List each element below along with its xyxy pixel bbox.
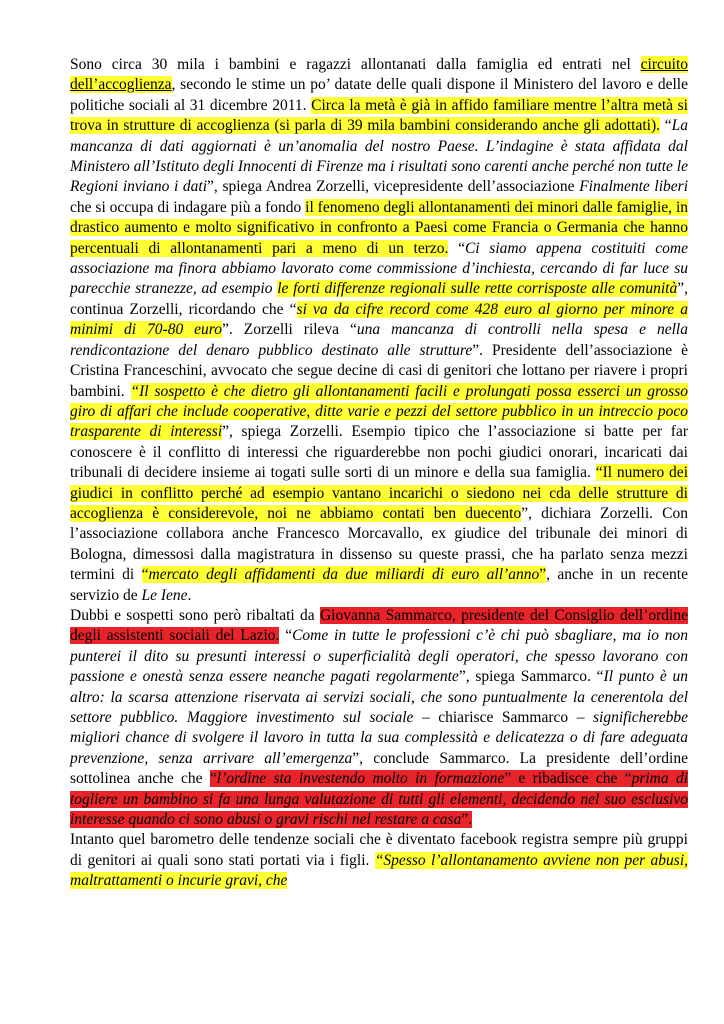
- text-run: Finalmente liberi: [579, 178, 688, 196]
- highlighted-text-red: l’ordine sta investendo molto in formazione: [216, 770, 505, 788]
- highlighted-text-yellow: ”: [539, 566, 547, 584]
- highlighted-text-yellow: il fenomeno degli allontanamenti dei minori dalle famiglie, in drastico aumento e molto significativo in confronto a Paesi come Francia o Germania che hanno percentuali di allontanamenti pari a meno di un terzo.: [70, 198, 688, 257]
- paragraph-1: [70, 55, 688, 606]
- text-run: ”, conclude Sammarco. La presidente dell’ordine sottolinea anche che: [70, 749, 688, 788]
- highlighted-text-red: Giovanna Sammarco, presidente del Consiglio dell’ordine degli assistenti sociali del Lazio.: [70, 606, 688, 645]
- text-run: che si occupa di indagare più a fondo: [70, 198, 306, 216]
- text-run: “: [660, 117, 672, 135]
- highlighted-text-red: prima di togliere un bambino si fa una lunga valutazione di tutti gli elementi, decidendo nel suo esclusivo interesse quando ci sono abusi o gravi rischi nel restare a casa: [70, 770, 689, 829]
- text-run: Ci siamo appena costituiti come associazione ma finora abbiamo lavorato come commissione d’inchiesta, cercando di far luce su parecchie stranezze, ad esempio: [70, 239, 688, 298]
- highlighted-text-yellow: “Spesso l’allontanamento avviene non per abusi, maltrattamenti o incurie gravi, che: [70, 851, 689, 890]
- text-run: .: [187, 586, 192, 604]
- text-run: ”, dichiara Zorzelli. Con l’associazione collabora anche Francesco Morcavallo, ex giudice del tribunale dei minori di Bologna, dimessosi dalla magistratura in dissenso su queste prassi, che ha parlato senza mezzi termini di: [70, 504, 688, 584]
- highlighted-text-yellow: si va da cifre record come 428 euro al giorno per minore a minimi di 70-80 euro: [70, 300, 688, 339]
- highlighted-text-yellow: “Il sospetto è che dietro gli allontanamenti facili e prolungati possa esserci un grosso giro di affari che include cooperative, ditte varie e pezzi del settore pubblico in un intreccio poco trasparente di interessi: [70, 382, 688, 441]
- text-run: una mancanza di controlli nella spesa e nella rendicontazione del denaro pubblico destinato alle strutture: [70, 321, 688, 359]
- highlighted-text-red: “: [209, 770, 217, 788]
- highlighted-text-yellow: mercato degli affidamenti da due miliardi di euro all’anno: [148, 566, 540, 584]
- article-body: [70, 55, 688, 892]
- text-run: ”, continua Zorzelli, ricordando che “: [70, 280, 688, 318]
- highlighted-text-red: ” e ribadisce che “: [504, 770, 632, 788]
- text-run: significherebbe migliori chance di svolgere il lavoro in tutta la sua complessità e delicatezza o di fare adeguata prevenzione, senza arrivare all’emergenza: [70, 709, 688, 767]
- text-run: Le Iene: [141, 586, 188, 604]
- text-run: , anche in un recente servizio de: [70, 566, 688, 604]
- text-run: Il punto è un altro: la scarsa attenzione riservata ai servizi sociali, che sono puntualmente la cenerentola del settore pubblico. Maggiore investimento sul sociale: [70, 668, 689, 726]
- text-run: ”, spiega Andrea Zorzelli, vicepresidente dell’associazione: [207, 178, 580, 196]
- paragraph-3: [70, 830, 688, 891]
- highlighted-text-yellow: Circa la metà è già in affido familiare mentre l’altra metà si trova in strutture di accoglienza (si parla di 39 mila bambini considerando anche gli adottati).: [70, 96, 688, 135]
- text-run: – chiarisce Sammarco –: [413, 709, 594, 726]
- text-run: Come in tutte le professioni c’è chi può sbagliare, ma io non punterei il dito su presunti interessi o superficialità degli operatori, che spesso lavorano con passione e onestà senza essere neanche pagati regolarmente: [70, 627, 688, 686]
- text-run: ”. Zorzelli rileva “: [222, 321, 357, 339]
- highlighted-text-yellow: “Il numero dei giudici in conflitto perché ad esempio vantano incarichi o siedono nei cda delle strutture di accoglienza è considerevole, noi ne abbiamo contati ben duecento: [70, 464, 688, 522]
- text-run: “: [448, 239, 465, 257]
- text-run: Intanto quel barometro delle tendenze sociali che è diventato facebook registra sempre più gruppi di genitori ai quali sono stati portati via i figli.: [70, 831, 688, 869]
- underlined-text: circuito dell’accoglienza: [70, 56, 688, 94]
- text-run: ”, spiega Sammarco. “: [458, 668, 604, 686]
- highlighted-text-red: ”.: [461, 811, 473, 829]
- highlighted-text-yellow: le forti differenze regionali sulle rette corrisposte alle comunità: [277, 280, 678, 298]
- text-run: Dubbi e sospetti sono però ribaltati da: [70, 606, 320, 624]
- paragraph-2: [70, 606, 688, 830]
- text-run: , secondo le stime un po’ datate delle quali dispone il Ministero del lavoro e delle politiche sociali al 31 dicembre 2011.: [70, 76, 688, 114]
- text-run: La mancanza di dati aggiornati è un’anomalia del nostro Paese. L’indagine è stata affidata dal Ministero all’Istituto degli Innocenti di Firenze ma i risultati sono carenti anche perché non tutte le Regioni inviano i dati: [70, 117, 688, 196]
- highlighted-text-yellow: “: [141, 566, 149, 584]
- text-run: “: [279, 627, 293, 645]
- text-run: ”, spiega Zorzelli. Esempio tipico che l’associazione si batte per far conoscere è il conflitto di interessi che riguarderebbe non pochi giudici onorari, incaricati dai tribunali di decidere insieme ai togati sulle sorti di un minore e della sua famiglia.: [70, 423, 688, 482]
- text-run: ”. Presidente dell’associazione è Cristina Franceschini, avvocato che segue decine di casi di genitori che lottano per riavere i propri bambini.: [70, 341, 688, 400]
- text-run: Sono circa 30 mila i bambini e ragazzi allontanati dalla famiglia ed entrati nel: [70, 56, 641, 73]
